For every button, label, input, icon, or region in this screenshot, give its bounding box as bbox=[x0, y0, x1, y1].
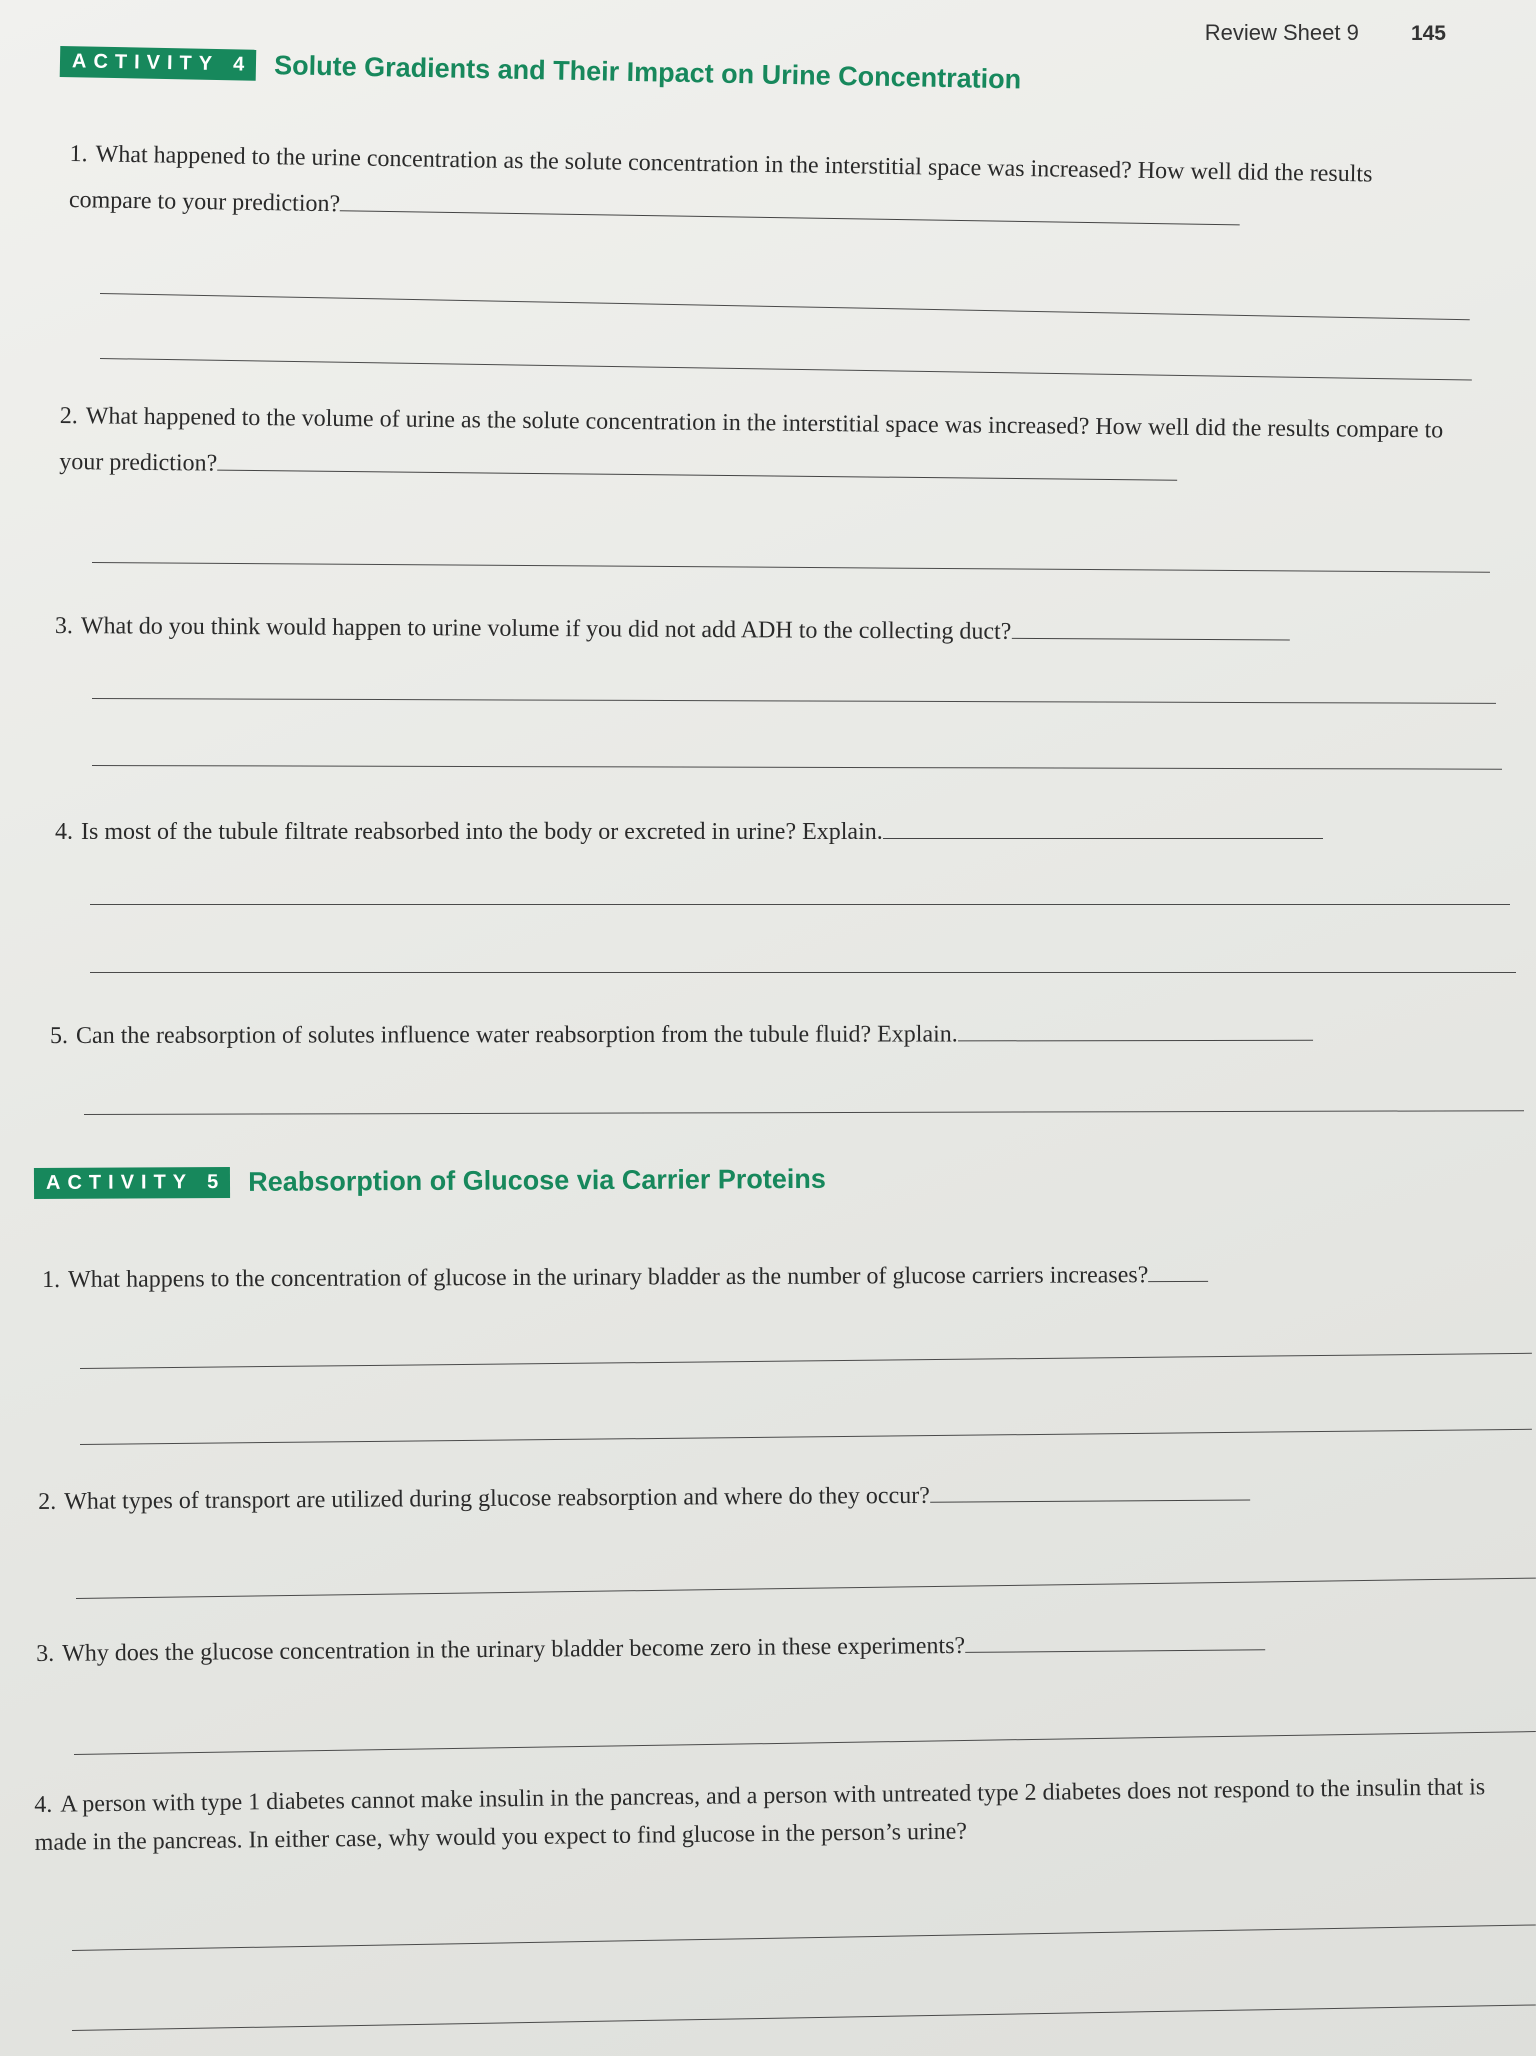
activity-4-question-2 bbox=[59, 394, 1490, 500]
answer-line[interactable] bbox=[92, 562, 1490, 573]
answer-line[interactable] bbox=[80, 1429, 1532, 1445]
running-head bbox=[1205, 20, 1446, 46]
answer-line[interactable] bbox=[90, 972, 1516, 973]
answer-blank[interactable] bbox=[883, 837, 1323, 839]
question-text: What happens to the concentration of glucose in the urinary bladder as the number of glucose carriers increases? bbox=[68, 1262, 1149, 1293]
question-number: 2. bbox=[59, 402, 78, 430]
activity-5-question-2 bbox=[38, 1470, 1533, 1526]
review-sheet-label: Review Sheet 9 bbox=[1204, 20, 1359, 45]
answer-blank[interactable] bbox=[965, 1648, 1265, 1653]
answer-line[interactable] bbox=[100, 358, 1472, 381]
question-text: What happened to the urine concentration as the solute concentration in the interstitial space was increased? How well did the results compare to your prediction? bbox=[68, 141, 1373, 217]
activity-4-question-3 bbox=[55, 604, 1495, 658]
page-number: 145 bbox=[1410, 22, 1446, 45]
answer-line[interactable] bbox=[72, 1924, 1536, 1951]
activity-5-label: ACTIVITY bbox=[45, 1171, 194, 1194]
answer-line[interactable] bbox=[84, 1110, 1524, 1115]
activity-4-question-4 bbox=[55, 810, 1505, 856]
answer-line[interactable] bbox=[90, 904, 1510, 905]
activity-5-title: Reabsorption of Glucose via Carrier Proteins bbox=[248, 1163, 826, 1197]
question-number: 3. bbox=[36, 1640, 55, 1667]
activity-5-question-4 bbox=[34, 1768, 1535, 1863]
activity-5-number: 5 bbox=[207, 1171, 219, 1194]
question-number: 1. bbox=[69, 140, 88, 168]
question-text: Why does the glucose concentration in the urinary bladder become zero in these experiments? bbox=[62, 1632, 966, 1667]
activity-4-question-5 bbox=[50, 1011, 1530, 1059]
answer-line[interactable] bbox=[92, 698, 1496, 704]
answer-line[interactable] bbox=[100, 293, 1470, 320]
answer-blank[interactable] bbox=[958, 1039, 1313, 1042]
answer-blank[interactable] bbox=[217, 468, 1177, 480]
question-number: 4. bbox=[34, 1791, 53, 1818]
answer-line[interactable] bbox=[80, 1353, 1532, 1369]
answer-line[interactable] bbox=[92, 765, 1502, 770]
question-number: 5. bbox=[50, 1022, 69, 1049]
question-number: 3. bbox=[54, 612, 73, 640]
activity-4-question-1 bbox=[69, 132, 1460, 245]
activity-4-label: ACTIVITY bbox=[71, 50, 220, 76]
answer-line[interactable] bbox=[72, 2004, 1536, 2031]
answer-blank[interactable] bbox=[1011, 637, 1289, 641]
question-number: 1. bbox=[42, 1266, 61, 1293]
activity-4-number: 4 bbox=[232, 53, 245, 76]
answer-blank[interactable] bbox=[1148, 1280, 1208, 1282]
answer-blank[interactable] bbox=[930, 1499, 1250, 1503]
question-number: 4. bbox=[55, 819, 73, 845]
activity-4-header bbox=[60, 46, 1022, 95]
activity-4-badge bbox=[60, 46, 257, 81]
question-text: What happened to the volume of urine as the solute concentration in the interstitial space was increased? How well did the results compare to your prediction? bbox=[59, 403, 1444, 477]
question-number: 2. bbox=[38, 1488, 57, 1515]
question-text: What types of transport are utilized during glucose reabsorption and where do they occur? bbox=[64, 1482, 930, 1515]
question-text: A person with type 1 diabetes cannot make insulin in the pancreas, and a person with untreated type 2 diabetes does not respond to the insulin that is made in the pancreas. In either case, why would you expect to find glucose in the person’s urine? bbox=[34, 1774, 1486, 1857]
activity-5-header bbox=[34, 1164, 826, 1199]
activity-5-question-1 bbox=[42, 1251, 1532, 1303]
question-text: What do you think would happen to urine volume if you did not add ADH to the collecting duct? bbox=[80, 613, 1012, 645]
answer-blank[interactable] bbox=[340, 209, 1240, 225]
answer-line[interactable] bbox=[74, 1731, 1536, 1755]
activity-4-title: Solute Gradients and Their Impact on Urine Concentration bbox=[273, 50, 1022, 95]
activity-5-question-3 bbox=[36, 1619, 1536, 1678]
question-text: Is most of the tubule filtrate reabsorbed into the body or excreted in urine? Explain. bbox=[81, 819, 883, 845]
question-text: Can the reabsorption of solutes influence water reabsorption from the tubule fluid? Explain. bbox=[76, 1021, 958, 1049]
answer-line[interactable] bbox=[76, 1578, 1536, 1599]
activity-5-badge bbox=[34, 1167, 230, 1199]
